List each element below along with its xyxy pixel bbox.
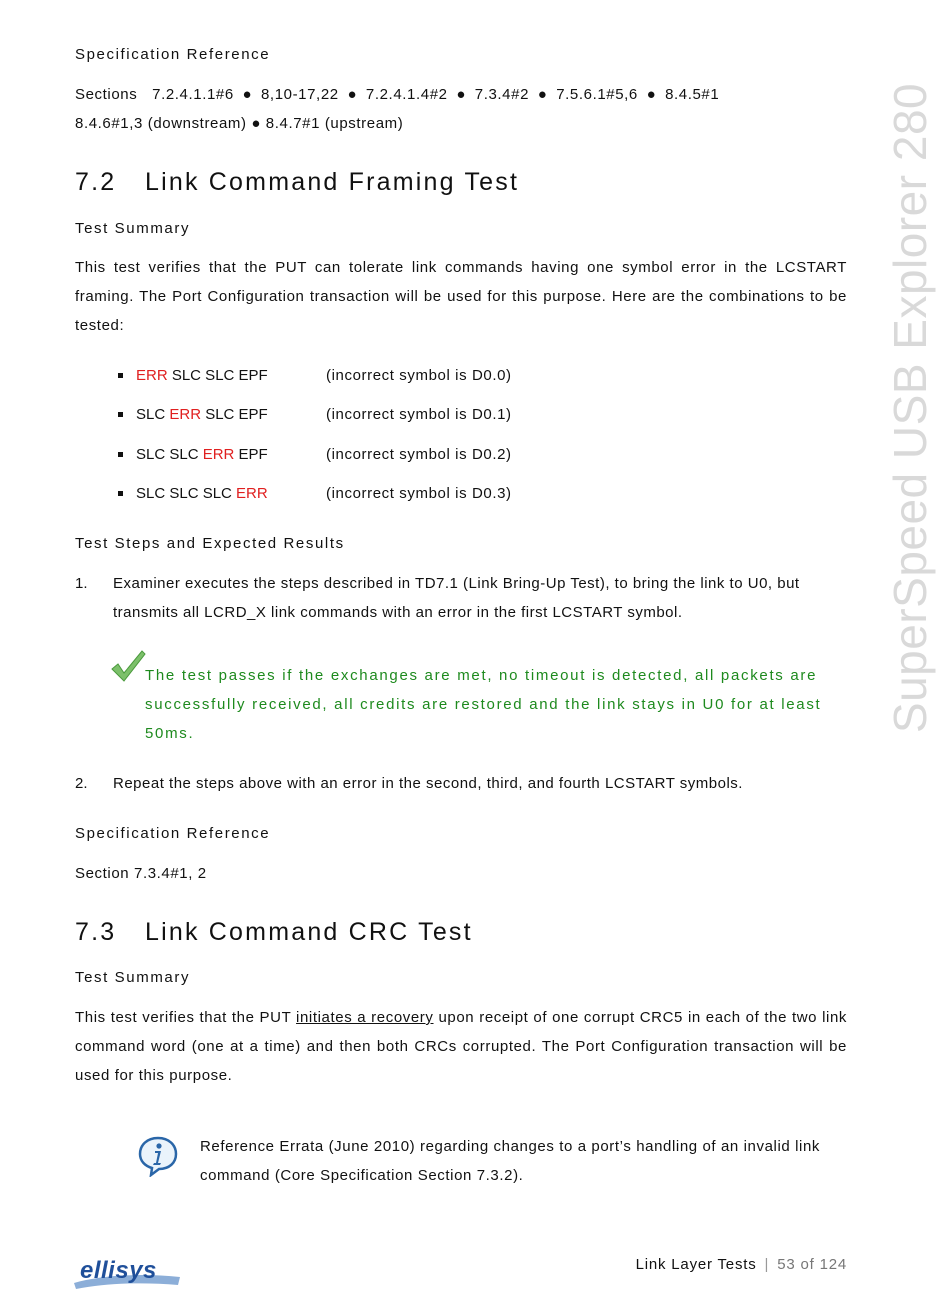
document-page: Specification Reference Sections 7.2.4.1.1#6 ● 8,10-17,22 ● 7.2.4.1.4#2 ● 7.3.4#2 ● 7.5.6.1#5,6 ● 8.4.5#1 8.4.6#1,3 (downstream) ● 8.4.7#1 (upstream) 7.2 Link Command Framing Test Test Summary This test verifies that the PUT can tolerate link commands having one symbol error in the LCSTART framing. The Port Configuration transaction will be used for this purpose. Here are the combinations to be tested: ERR SLC SLC EPF (incorrect symbol is D0.0) SLC ERR SLC EPF (incorrect symbol is D0.1) SLC SLC ERR EPF (incorrect symbol is D0.2) SLC SLC SLC ERR (incorrect symbol is D0.3) Test Steps and Expected Results 1. Examiner executes the steps described in TD7.1 (Link Bring-Up Test), to bring the link to U0, but transmits all LCRD_X link commands with an error in the first LCSTART symbol. The test passes if the exchanges are met, no timeout is detected, all packets are successfully received, all credits are restored and the link stays in U0 for at least 50ms. 2. Repeat the steps above with an error in the second, third, and fourth LCSTART symbols. Specification Reference Section 7.3.4#1, 2 7.3 Link Command CRC Test Test Summary This test verifies that the PUT initiates a recovery upon receipt of one corrupt CRC5 in each of the two link command word (one at a time) and then both CRCs corrupted. The Port Configuration transaction will be used for this purpose. Reference Errata (June 2010) regarding changes to a port’s handling of an invalid link command (Core Specification Section 7.3.2). SuperSpeed USB Explorer 280 ellisys Link Layer Tests | 53 of 124 (0, 0, 950, 1298)
step-number: 1. (75, 575, 88, 592)
step-text: Repeat the steps above with an error in the second, third, and fourth LCSTART symbols. (113, 775, 743, 792)
footer-separator: | (764, 1256, 770, 1273)
spec-ref-sections-line (75, 86, 847, 103)
step-number: 2. (75, 775, 88, 792)
underlined-phrase: initiates a recovery (296, 1009, 434, 1026)
step-text: Examiner executes the steps described in TD7.1 (Link Bring-Up Test), to bring the link to U0, but transmits all LCRD_X link commands with an error in the first LCSTART symbol. (113, 575, 800, 621)
section-title: Link Command CRC Test (145, 918, 473, 946)
pass-criteria-text: The test passes if the exchanges are met, no timeout is detected, all packets are successfully received, all credits are restored and the link stays in U0 for at least 50ms. (145, 667, 822, 742)
info-icon (137, 1135, 179, 1177)
spec-ref-label: Specification Reference (75, 825, 271, 842)
bullet-square-icon (118, 452, 123, 457)
info-note-text: Reference Errata (June 2010) regarding changes to a port’s handling of an invalid link command (Core Specification Section 7.3.2). (200, 1138, 821, 1184)
error-symbol: ERR (136, 367, 168, 384)
error-symbol: ERR (169, 406, 202, 423)
bullet-square-icon (118, 412, 123, 417)
combination-note: (incorrect symbol is D0.0) (326, 367, 512, 384)
page-footer (636, 1256, 847, 1273)
spec-ref-text: Section 7.3.4#1, 2 (75, 865, 207, 882)
combination-note: (incorrect symbol is D0.3) (326, 485, 512, 502)
ellisys-logo (72, 1255, 182, 1291)
footer-page-number: 53 of 124 (777, 1256, 847, 1273)
test-summary-text: This test verifies that the PUT can tolerate link commands having one symbol error in the LCSTART framing. The Port Configuration transaction will be used for this purpose. Here are the combinations to be tested: (75, 259, 847, 334)
section-7-2-heading (75, 168, 519, 197)
logo-text: ellisys (80, 1257, 157, 1284)
section-7-3-heading (75, 918, 473, 947)
error-symbol: ERR (202, 446, 235, 463)
sidebar-product-title (886, 58, 934, 758)
checkmark-icon (110, 649, 146, 683)
footer-chapter: Link Layer Tests (635, 1256, 757, 1273)
section-title: Link Command Framing Test (145, 168, 520, 196)
test-summary-label: Test Summary (75, 220, 191, 237)
bullet-square-icon (118, 491, 123, 496)
spec-ref-line-2: 8.4.6#1,3 (downstream) ● 8.4.7#1 (upstream) (75, 115, 404, 132)
bullet-square-icon (118, 373, 123, 378)
product-title-vertical: SuperSpeed USB Explorer 280 (884, 82, 936, 734)
test-summary-text: This test verifies that the PUT initiates a recovery upon receipt of one corrupt CRC5 in each of the two link command word (one at a time) and then both CRCs corrupted. The Port Configuration transaction will be used for this purpose. (75, 1009, 847, 1084)
section-number: 7.3 (75, 918, 117, 946)
spec-ref-label: Specification Reference (75, 46, 271, 63)
test-steps-label: Test Steps and Expected Results (75, 535, 345, 552)
error-symbol: ERR (236, 485, 268, 502)
section-number: 7.2 (75, 168, 117, 196)
combination-note: (incorrect symbol is D0.1) (326, 406, 512, 423)
test-summary-label: Test Summary (75, 969, 191, 986)
combination-note: (incorrect symbol is D0.2) (326, 446, 512, 463)
spec-ref-prefix: Sections (75, 86, 138, 103)
spec-ref-list: 7.2.4.1.1#6 ● 8,10-17,22 ● 7.2.4.1.4#2 ● 7.3.4#2 ● 7.5.6.1#5,6 ● 8.4.5#1 (152, 86, 720, 103)
